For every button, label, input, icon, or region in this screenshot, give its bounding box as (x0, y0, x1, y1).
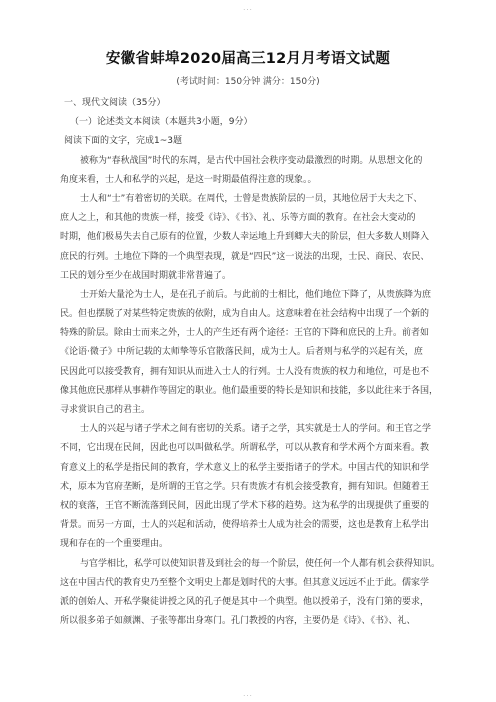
text-line: 特殊的阶层。除由士而来之外，士人的产生还有两个途径：王官的下降和庶民的上升。前者如 (60, 328, 430, 339)
subsection-heading: （一）论述类文本阅读（本题共3小题，9分） (70, 117, 253, 128)
text-line: 庶人之上，和其他的贵族一样，接受《诗》、《书》、礼、乐等方面的教育。在社会大变动的 (60, 213, 416, 224)
text-line: 《论语·微子》中所记载的太师挚等乐官散落民间，成为士人。后者则与私学的兴起有关，庶 (60, 347, 423, 358)
instruction-line: 阅读下面的文字，完成1~3题 (64, 136, 182, 147)
exam-info: (考试时间：150分钟 满分：150分) (176, 77, 320, 87)
text-line: 现和存在的一个重要理由。 (60, 539, 169, 550)
text-line: 角度来看，士人和私学的兴起，是这一时期最值得注意的现象。。 (60, 174, 317, 185)
text-line: 被称为“春秋战国”时代的东周，是古代中国社会秩序变动最激烈的时期。从思想文化的 (80, 155, 423, 166)
text-line: 术，原本为官府垄断，是所谓的王官之学。只有贵族才有机会接受教育，拥有知识。但随着王 (60, 481, 430, 492)
text-line: 所以很多弟子如颜渊、子张等都出身寒门。孔门教授的内容，主要仍是《诗》、《书》、礼、 (60, 616, 416, 627)
document-body (60, 94, 444, 631)
text-line: 寻求赏识自己的君主。 (60, 405, 151, 415)
text-line: 士开始大量沦为士人，是在孔子前后。与此前的士相比，他们地位下降了，从贵族降为庶 (80, 289, 432, 300)
text-line: 像其他庶民那样从事耕作等固定的职业。他们最重要的特长是知识和技能，多以此往来于各国， (60, 385, 439, 396)
text-line: 权的衰落，王官不断流落到民间，因此出现了学术下移的趋势。这为私学的出现提供了重要的 (60, 500, 430, 511)
text-line: 与官学相比，私学可以使知识普及到社会的每一个阶层，使任何一个人都有机会获得知识。 (80, 558, 441, 569)
text-line: 士人的兴起与诸子学术之间有密切的关系。诸子之学，其实就是士人的学问。和王官之学 (80, 424, 432, 435)
text-line: 时期，他们极易失去自己原有的位置，少数人幸运地上升到卿大夫的阶层，但大多数人则降入 (60, 232, 430, 243)
text-line: 民。但也摆脱了对某些特定贵族的依附，成为自由人。这意味着在社会结构中出现了一个新的 (60, 309, 430, 320)
footer-mark: ... (243, 690, 253, 698)
text-line: 庶民的行列。土地位下降的一个典型表现，就是“四民”这一说法的出现，士民、商民、农民、 (60, 251, 430, 262)
text-line: 士人和“士”有着密切的关联。在周代，士曾是贵族阶层的一员，其地位居于大夫之下、 (80, 193, 423, 204)
text-line: 民因此可以接受教育，拥有知识从而进入士人的行列。士人没有贵族的权力和地位，可是也不 (60, 366, 430, 377)
text-line: 工民的划分至少在战国时期就非常普遍了。 (60, 270, 232, 281)
text-line: 不同，它出现在民间，因此也可以叫做私学。所谓私学，可以从教育和学术两个方面来看。教 (60, 443, 430, 454)
text-line: 背景。而另一方面，士人的兴起和活动，使得培养士人成为社会的需要，这也是教育上私学出 (60, 520, 430, 531)
text-line: 派的创始人、开私学聚徒讲授之风的孔子便是其中一个典型。他以授弟子，没有门第的要求， (60, 596, 430, 607)
text-line: 这在中国古代的教育史乃至整个文明史上都是划时代的大事。但其意义远远不止于此。儒家学 (60, 577, 430, 588)
header-mark: ... (243, 4, 253, 12)
text-line: 育意义上的私学是指民间的教育，学术意义上的私学主要指诸子的学术。中国古代的知识和学 (60, 462, 430, 473)
page-title: 安徽省蚌埠2020届高三12月月考语文试题 (105, 51, 391, 67)
section-heading: 一、现代文阅读（35分） (64, 98, 166, 108)
